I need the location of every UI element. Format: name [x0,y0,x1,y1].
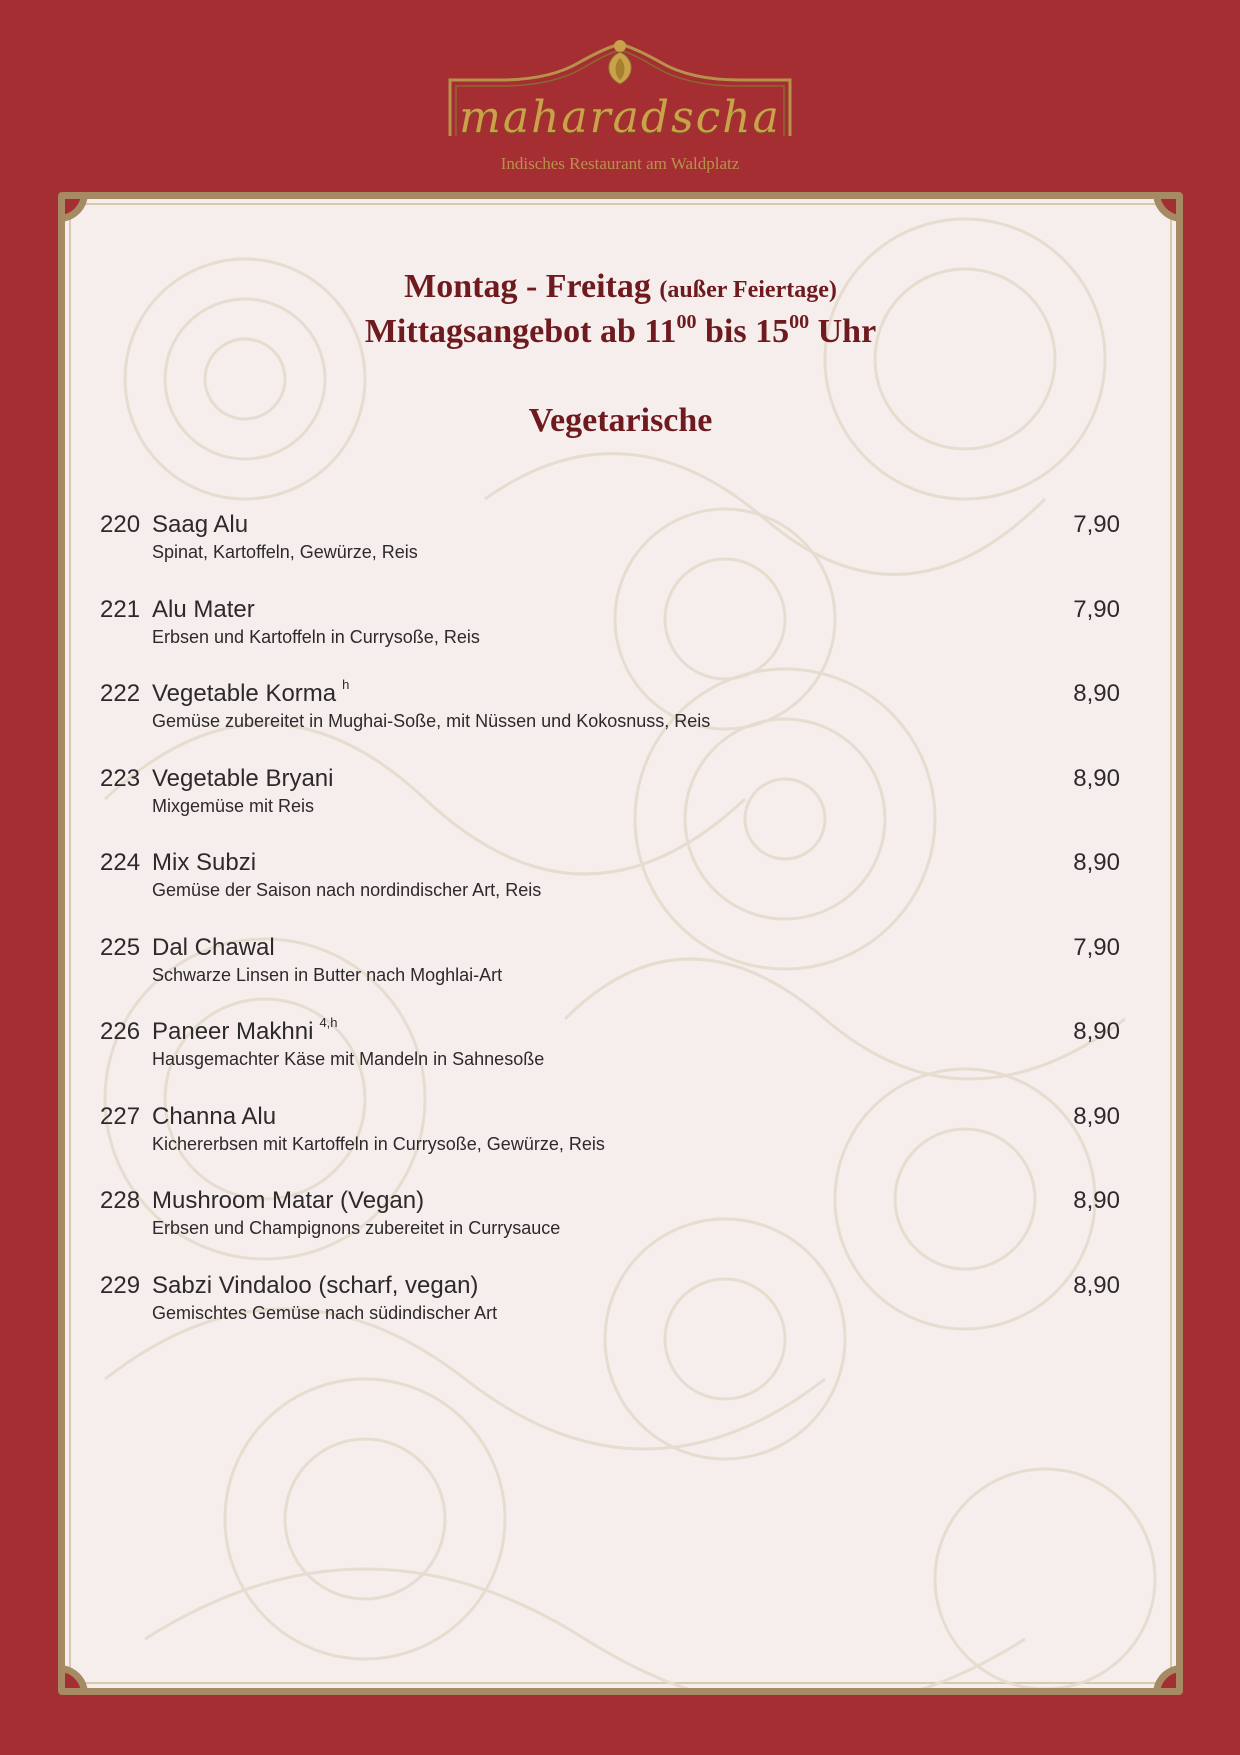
menu-item-number: 223 [100,764,141,792]
menu-item-name-text: Alu Mater [152,595,255,623]
menu-item-price: 8,90 [1073,1102,1120,1130]
section-title: Vegetarische [528,402,713,439]
menu-item-number: 229 [100,1271,141,1299]
menu-item-price: 8,90 [1073,764,1120,792]
menu-item-number: 227 [100,1102,141,1130]
menu-item-description: Gemüse der Saison nach nordindischer Art, Reis [152,880,542,900]
menu-item-allergen-note: 4,h [319,1015,338,1030]
menu-item-number: 222 [100,680,141,707]
menu-item-description: Erbsen und Kartoffeln in Currysoße, Reis [152,626,480,647]
menu-item-name-text: Dal Chawal [152,933,275,961]
menu-item [100,934,1120,1019]
menu-item-price: 8,90 [1073,1271,1120,1299]
menu-item-name [152,1103,276,1131]
heading-days-main: Montag - Freitag [404,268,651,305]
menu-item [100,1187,1120,1272]
menu-item-name [152,934,275,962]
menu-item [100,1272,1120,1357]
menu-item-name-text: Vegetable Bryani [152,764,334,792]
menu-item-name [152,849,256,877]
menu-item-name [152,1187,424,1215]
logo-tagline: Indisches Restaurant am Waldplatz [500,154,740,173]
menu-item-name [152,1015,338,1046]
heading-lunch-prefix: Mittagsangebot ab 11 [364,313,677,350]
menu-item-description: Spinat, Kartoffeln, Gewürze, Reis [152,542,418,562]
menu-item-name-text: Paneer Makhni [152,1018,314,1045]
menu-item-number: 228 [100,1187,141,1214]
menu-item-name-text: Sabzi Vindaloo (scharf, vegan) [152,1271,479,1299]
menu-item-description: Mixgemüse mit Reis [152,795,315,816]
menu-item-name-text: Channa Alu [152,1102,277,1130]
menu-item-number: 226 [100,1018,141,1045]
heading-days-note: (außer Feiertage) [659,277,837,303]
menu-item [100,1103,1120,1188]
menu-item-description: Hausgemachter Käse mit Mandeln in Sahnesoße [152,1049,545,1069]
menu-item-description: Gemischtes Gemüse nach südindischer Art [152,1302,498,1323]
menu-item [100,1015,1120,1103]
menu-item-description: Kichererbsen mit Kartoffeln in Currysoße, Gewürze, Reis [152,1133,605,1154]
menu-item-description: Gemüse zubereitet in Mughai-Soße, mit Nüssen und Kokosnuss, Reis [152,711,711,731]
menu-item [100,596,1120,681]
menu-item-allergen-note: h [342,677,350,692]
menu-item-name [152,511,248,539]
menu-item [100,849,1120,934]
restaurant-logo [440,18,800,173]
menu-item-name-text: Vegetable Korma [152,680,337,707]
menu-item-price: 7,90 [1073,511,1120,538]
menu-item [100,511,1120,596]
menu-item-name [152,596,255,624]
menu-item-name-text: Mushroom Matar (Vegan) [152,1187,425,1214]
heading-lunch-sup1: 00 [676,311,697,333]
menu-item-price: 8,90 [1073,1187,1120,1214]
menu-item-description: Schwarze Linsen in Butter nach Moghlai-Art [152,964,503,985]
menu-item-name-text: Mix Subzi [152,849,257,876]
menu-item-price: 7,90 [1073,933,1120,961]
heading-lunch-offer [65,311,1176,353]
menu-item-name [152,1272,478,1300]
menu-item [100,765,1120,850]
menu-item-number: 224 [100,849,141,876]
menu-item-price: 7,90 [1073,595,1120,623]
menu-item-name [152,765,333,793]
menu-item-number: 225 [100,933,141,961]
menu-item-price: 8,90 [1073,680,1120,707]
heading-lunch-sup2: 00 [789,311,810,333]
heading-lunch-middle: bis 15 [696,313,790,350]
logo-name: maharadscha [459,92,781,143]
heading-lunch-suffix: Uhr [809,313,877,350]
menu-item [100,677,1120,765]
menu-panel [58,192,1183,1695]
menu-item-price: 8,90 [1073,849,1120,876]
menu-item-number: 221 [100,595,141,623]
menu-item-name [152,677,350,708]
menu-item-price: 8,90 [1073,1018,1120,1045]
menu-list [100,511,1120,1356]
heading-days [65,267,1176,310]
menu-item-description: Erbsen und Champignons zubereitet in Currysauce [152,1218,561,1238]
menu-item-number: 220 [100,511,141,538]
menu-item-name-text: Saag Alu [152,511,249,538]
